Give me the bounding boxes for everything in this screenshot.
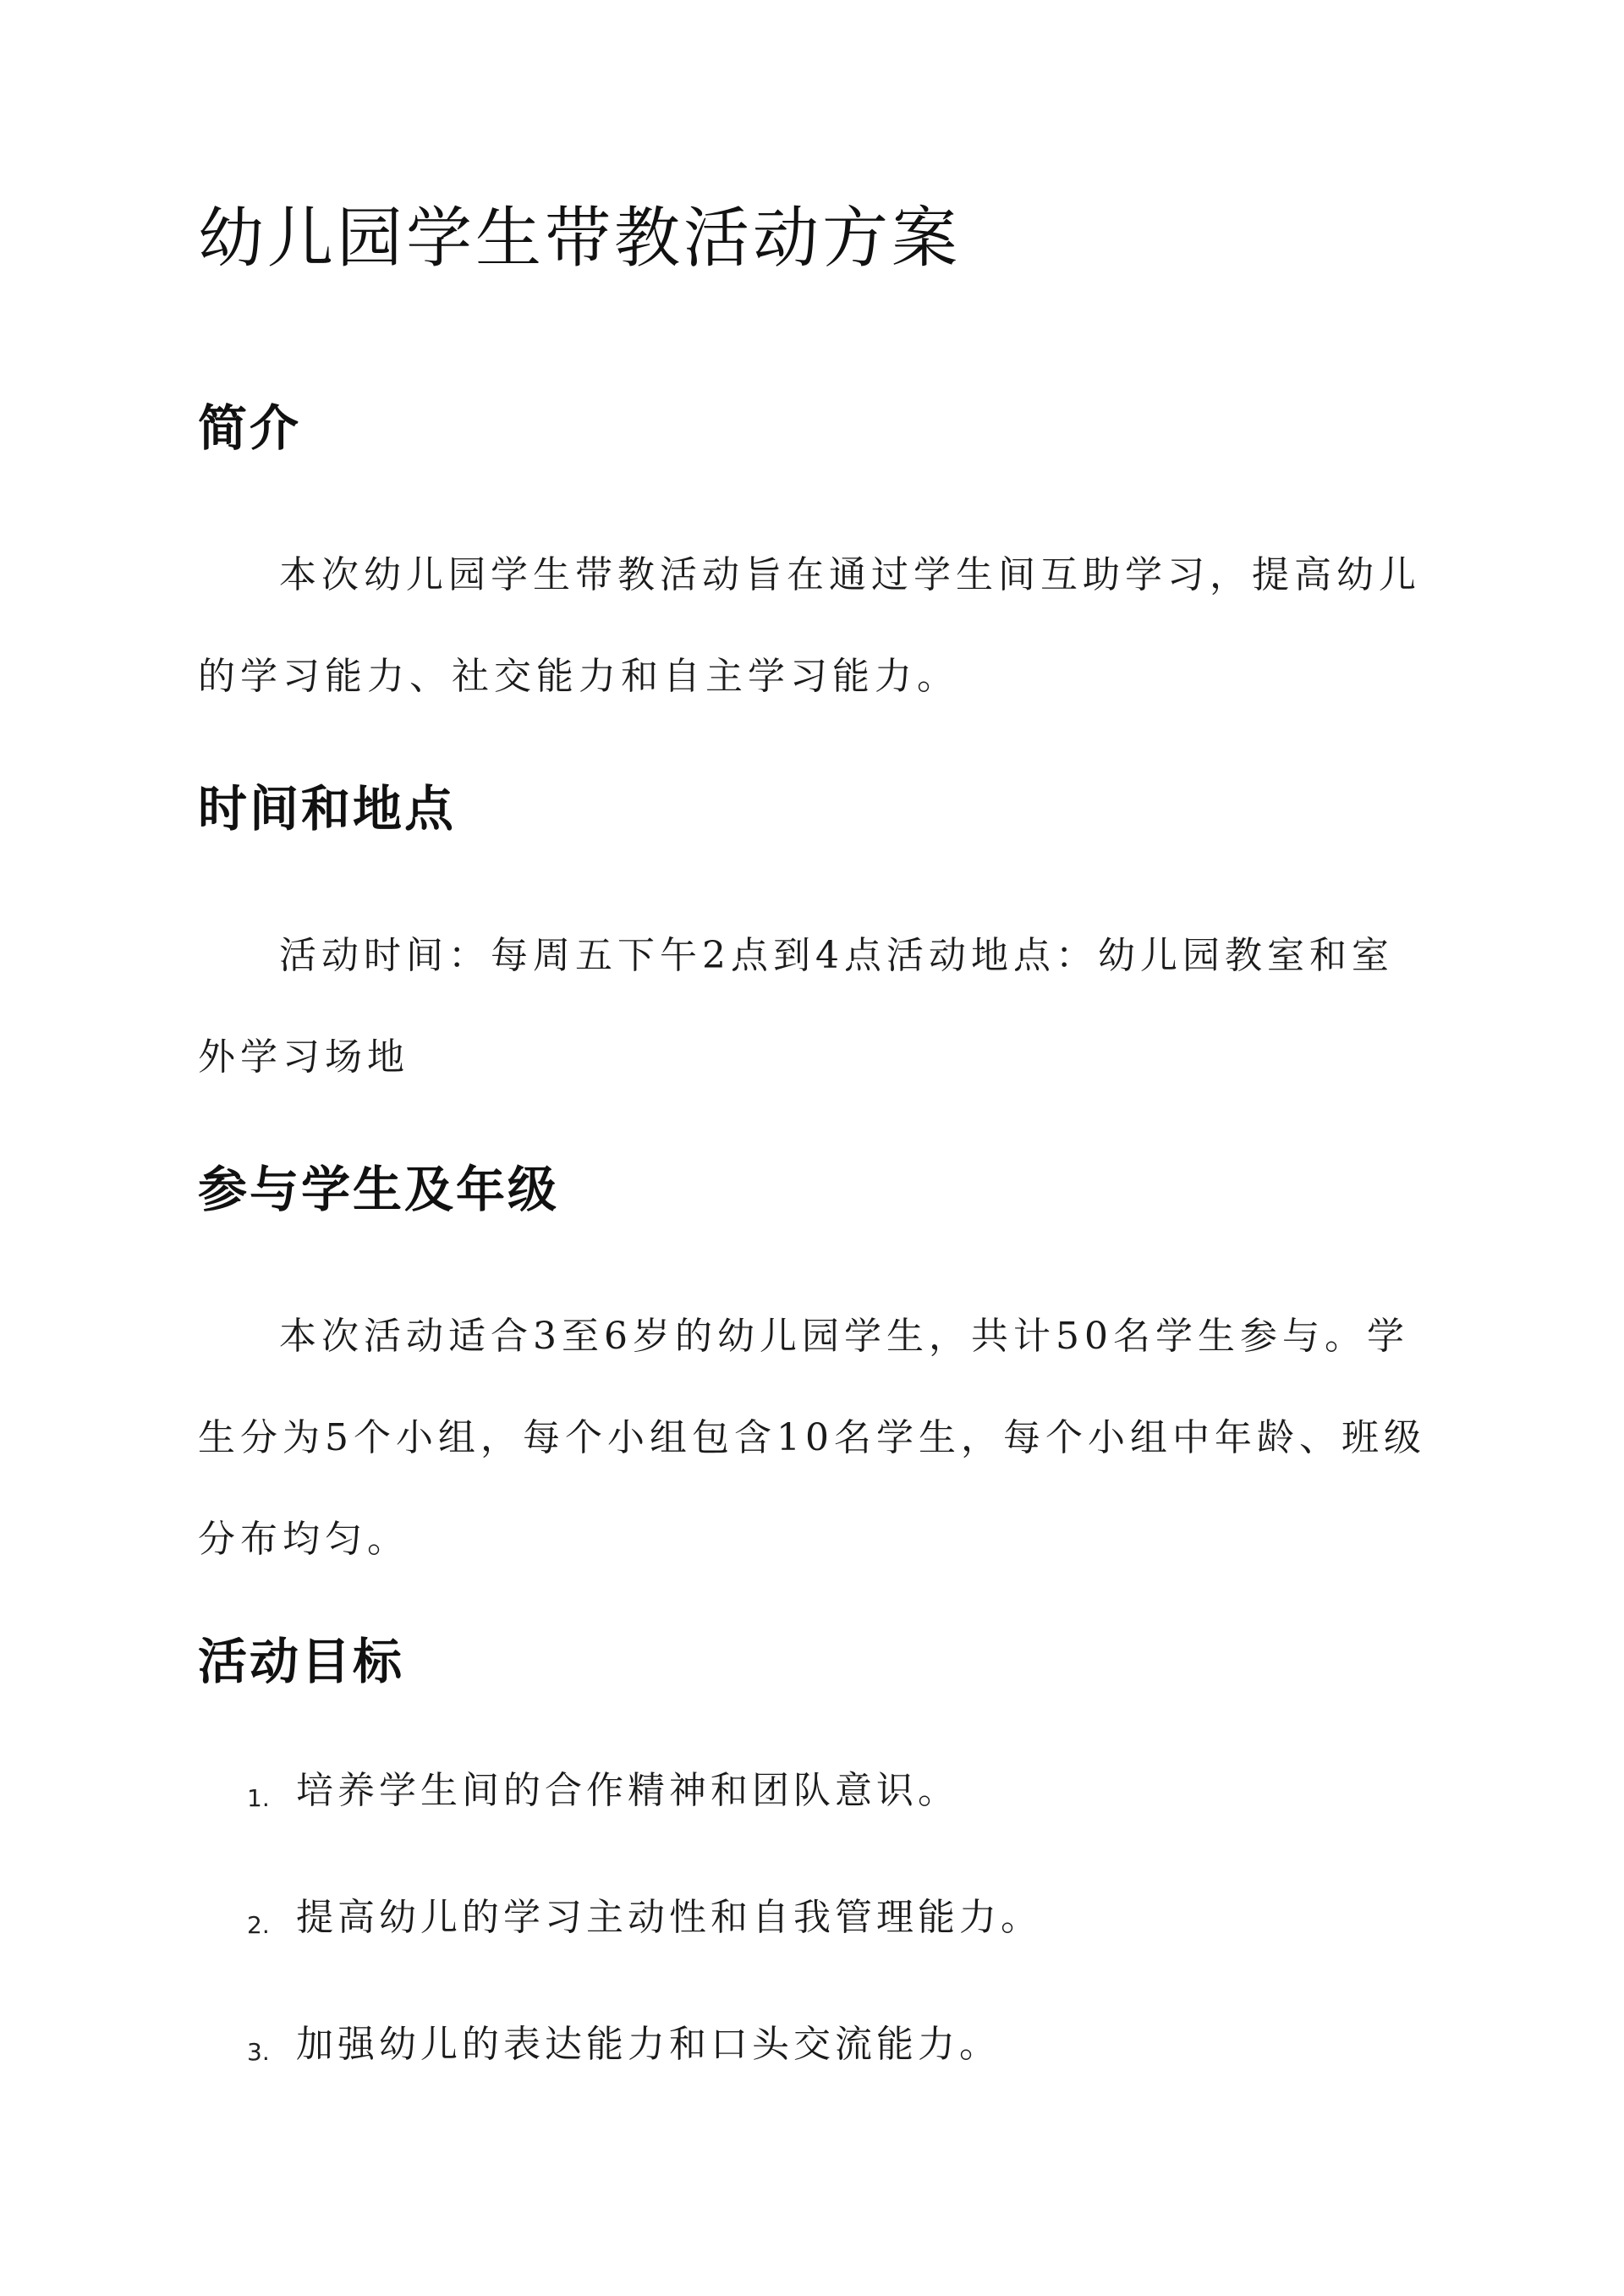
goal-text: 培养学生间的合作精神和团队意识。 bbox=[296, 1769, 959, 1812]
introduction-paragraph: 本次幼儿园学生带教活动旨在通过学生间互助学习，提高幼儿的学习能力、社交能力和自主学习能力。 bbox=[198, 553, 1421, 698]
goals-list bbox=[198, 1766, 1433, 2146]
section-heading-introduction: 简介 bbox=[198, 399, 302, 457]
goal-number: 1. bbox=[247, 1784, 270, 1812]
goal-text: 提高幼儿的学习主动性和自我管理能力。 bbox=[296, 1896, 1042, 1939]
section-heading-time-location: 时间和地点 bbox=[198, 780, 457, 838]
goal-text: 加强幼儿的表达能力和口头交流能力。 bbox=[296, 2023, 1001, 2066]
document-title: 幼儿园学生带教活动方案 bbox=[198, 200, 962, 277]
time-location-paragraph: 活动时间：每周五下午2点到4点活动地点：幼儿园教室和室外学习场地 bbox=[198, 934, 1394, 1079]
section-heading-goals: 活动目标 bbox=[198, 1633, 405, 1690]
section-heading-participants: 参与学生及年级 bbox=[198, 1161, 560, 1218]
goal-list-item bbox=[198, 1892, 1433, 2019]
goal-list-item bbox=[198, 1766, 1433, 1892]
goal-number: 3. bbox=[247, 2038, 270, 2066]
participants-paragraph: 本次活动适合3至6岁的幼儿园学生，共计50名学生参与。学生分为5个小组，每个小组包含10名学生，每个小组中年龄、班级分布均匀。 bbox=[198, 1315, 1426, 1561]
goal-list-item bbox=[198, 2019, 1433, 2146]
goal-number: 2. bbox=[247, 1911, 270, 1939]
